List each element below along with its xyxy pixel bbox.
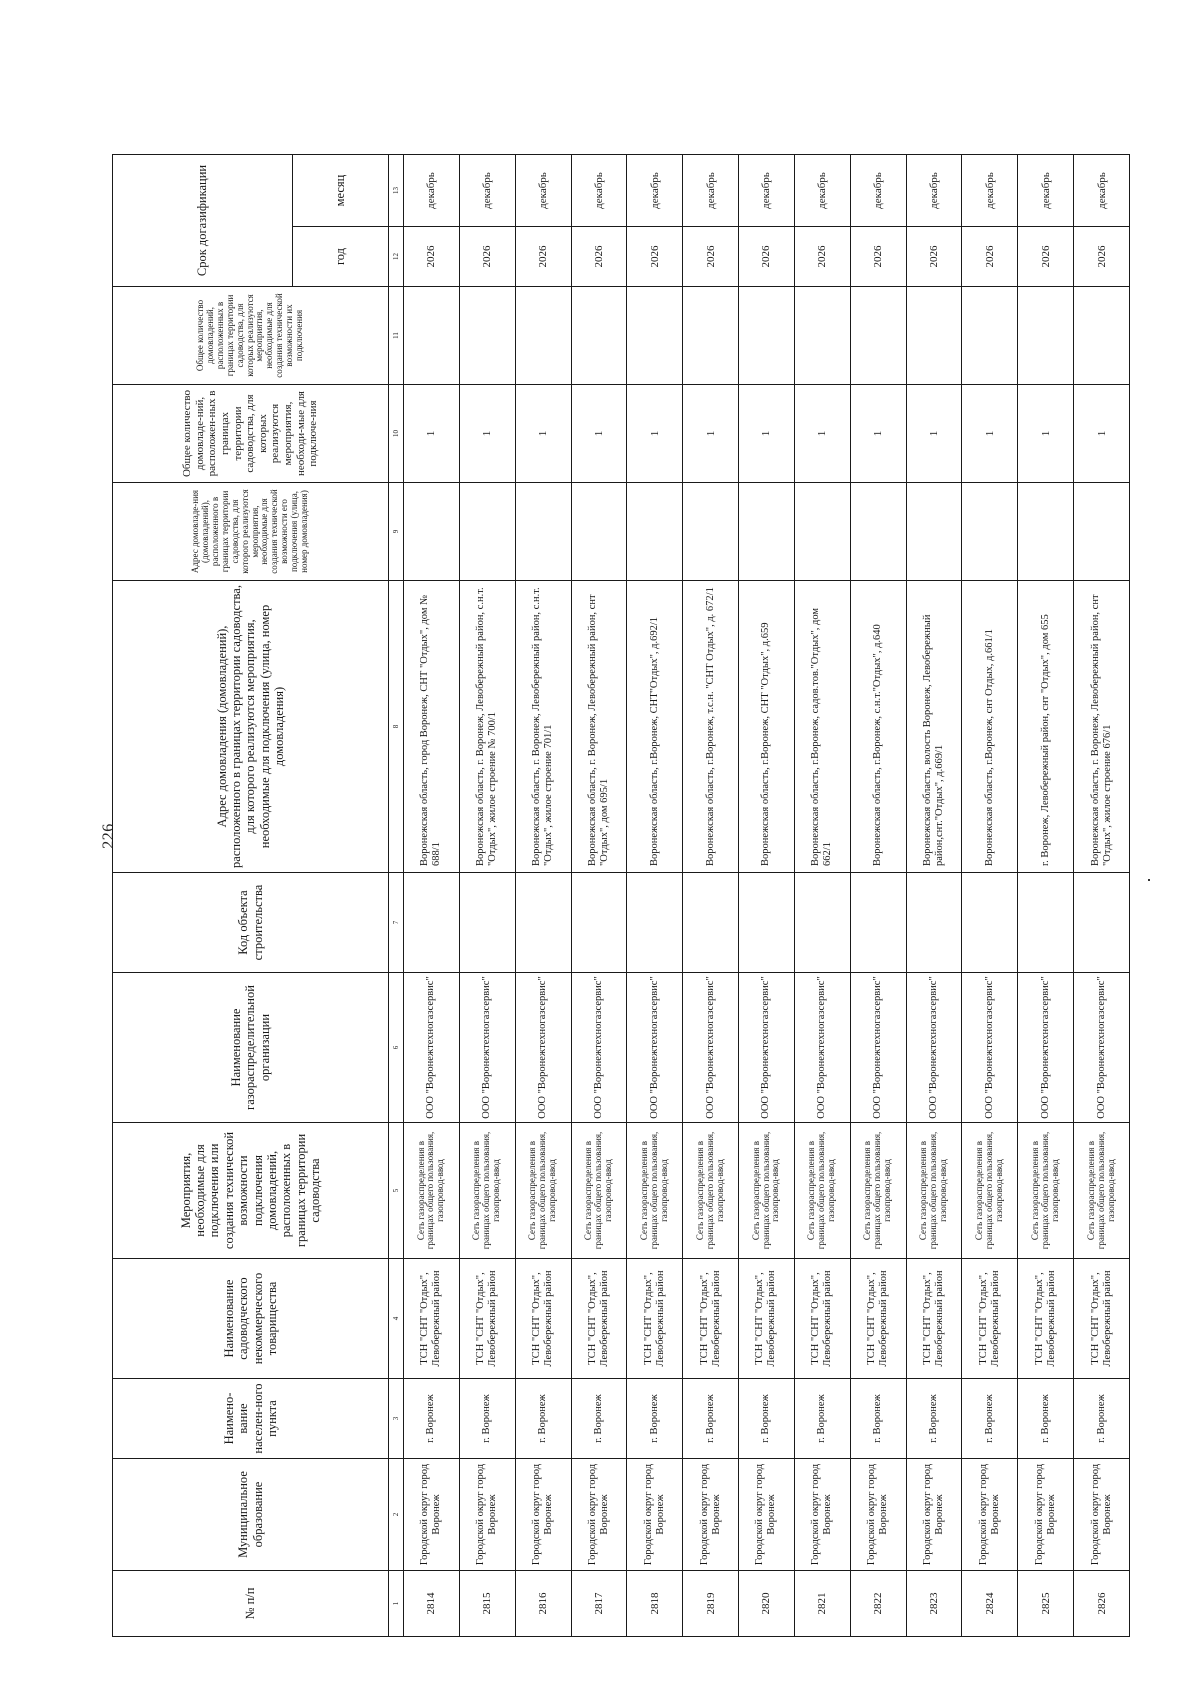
municipality-cell: Городской округ город Воронеж (850, 1459, 906, 1571)
table-row (1018, 155, 1074, 1637)
partnership-cell: ТСН "СНТ "Отдых", Левобережный район (1018, 1259, 1074, 1379)
header-activities: Мероприятия, необходимые для подключения или создания технической возможности подключения домовладений, расположенных в границах территории садоводства (113, 1123, 389, 1259)
partnership-cell: ТСН "СНТ "Отдых", Левобережный район (683, 1259, 739, 1379)
table-row (794, 155, 850, 1637)
municipality-cell: Городской округ город Воронеж (459, 1459, 515, 1571)
activity-cell: Сеть газораспределения в границах общего пользования, газопровод-ввод (1074, 1123, 1130, 1259)
object-code-cell (906, 873, 962, 973)
header-municipality: Муниципальное образование (113, 1459, 389, 1571)
header-year: год (293, 227, 389, 287)
count-cell: 1 (906, 385, 962, 483)
row-number-cell: 2825 (1018, 1571, 1074, 1637)
settlement-cell: г. Воронеж (459, 1379, 515, 1459)
gas-org-cell: ООО "Воронежтехногазсервис" (571, 973, 627, 1123)
municipality-cell: Городской округ город Воронеж (515, 1459, 571, 1571)
address-tech-cell (683, 483, 739, 581)
column-number: 5 (389, 1123, 404, 1259)
gas-org-cell: ООО "Воронежтехногазсервис" (627, 973, 683, 1123)
object-code-cell (962, 873, 1018, 973)
activity-cell: Сеть газораспределения в границах общего пользования, газопровод-ввод (962, 1123, 1018, 1259)
count-cell: 1 (404, 385, 460, 483)
address-tech-cell (515, 483, 571, 581)
settlement-cell: г. Воронеж (906, 1379, 962, 1459)
partnership-cell: ТСН "СНТ "Отдых", Левобережный район (515, 1259, 571, 1379)
column-number: 9 (389, 483, 404, 581)
header-partnership: Наименование садоводческого некоммерческого товарищества (113, 1259, 389, 1379)
settlement-cell: г. Воронеж (962, 1379, 1018, 1459)
activity-cell: Сеть газораспределения в границах общего пользования, газопровод-ввод (906, 1123, 962, 1259)
row-number-cell: 2826 (1074, 1571, 1130, 1637)
year-cell: 2026 (459, 227, 515, 287)
header-deadline: Срок догазификации (113, 155, 293, 287)
header-row (113, 155, 293, 1637)
address-tech-cell (459, 483, 515, 581)
address-tech-cell (739, 483, 795, 581)
address-cell: Воронежская область, г.Воронеж, садов.тов."Отдых", дом 662/1 (794, 581, 850, 873)
year-cell: 2026 (962, 227, 1018, 287)
count-tech-cell (739, 287, 795, 385)
month-cell: декабрь (739, 155, 795, 227)
column-number: 8 (389, 581, 404, 873)
column-number: 1 (389, 1571, 404, 1637)
partnership-cell: ТСН "СНТ "Отдых", Левобережный район (459, 1259, 515, 1379)
address-tech-cell (1074, 483, 1130, 581)
address-cell: Воронежская область, г. Воронеж, Левобережный район, с.н.т. "Отдых", жилое строение № 700/1 (459, 581, 515, 873)
address-tech-cell (627, 483, 683, 581)
header-num: № п/п (113, 1571, 389, 1637)
object-code-cell (571, 873, 627, 973)
object-code-cell (794, 873, 850, 973)
row-number-cell: 2817 (571, 1571, 627, 1637)
object-code-cell (850, 873, 906, 973)
row-number-cell: 2821 (794, 1571, 850, 1637)
count-cell: 1 (1074, 385, 1130, 483)
settlement-cell: г. Воронеж (627, 1379, 683, 1459)
count-tech-cell (850, 287, 906, 385)
row-number-cell: 2819 (683, 1571, 739, 1637)
count-cell: 1 (850, 385, 906, 483)
activity-cell: Сеть газораспределения в границах общего пользования, газопровод-ввод (459, 1123, 515, 1259)
month-cell: декабрь (1018, 155, 1074, 227)
activity-cell: Сеть газораспределения в границах общего пользования, газопровод-ввод (515, 1123, 571, 1259)
table-row (683, 155, 739, 1637)
partnership-cell: ТСН "СНТ "Отдых", Левобережный район (739, 1259, 795, 1379)
table-row (962, 155, 1018, 1637)
partnership-cell: ТСН "СНТ "Отдых", Левобережный район (627, 1259, 683, 1379)
count-cell: 1 (571, 385, 627, 483)
municipality-cell: Городской округ город Воронеж (571, 1459, 627, 1571)
header-total-count: Общее количество домовладе-ний, расположен-ных в границах территории садоводства, для которых реализуются мероприятия, необходи-мые для подключе-ния (113, 385, 389, 483)
activity-cell: Сеть газораспределения в границах общего пользования, газопровод-ввод (627, 1123, 683, 1259)
header-address-tech: Адрес домовладе-ния (домовладений), расположенного в границах территории садоводства, для которого реализуются мероприятия, необходимые для создания технической возможности его подключения (улица, номер домовладения) (113, 483, 389, 581)
row-number-cell: 2823 (906, 1571, 962, 1637)
year-cell: 2026 (1018, 227, 1074, 287)
header-address: Адрес домовладения (домовладений), расположенного в границах территории садоводства, для которого реализуются мероприятия, необходимые для подключения (улица, номер домовладения) (113, 581, 389, 873)
object-code-cell (515, 873, 571, 973)
year-cell: 2026 (906, 227, 962, 287)
gas-org-cell: ООО "Воронежтехногазсервис" (1018, 973, 1074, 1123)
gas-org-cell: ООО "Воронежтехногазсервис" (739, 973, 795, 1123)
settlement-cell: г. Воронеж (1074, 1379, 1130, 1459)
partnership-cell: ТСН "СНТ "Отдых", Левобережный район (794, 1259, 850, 1379)
count-tech-cell (962, 287, 1018, 385)
partnership-cell: ТСН "СНТ "Отдых", Левобережный район (571, 1259, 627, 1379)
count-cell: 1 (459, 385, 515, 483)
address-tech-cell (571, 483, 627, 581)
address-cell: Воронежская область, город Воронеж, СНТ "Отдых", дом № 688/1 (404, 581, 460, 873)
count-tech-cell (515, 287, 571, 385)
page-number: 226 (100, 823, 117, 849)
address-tech-cell (962, 483, 1018, 581)
gasification-table (112, 154, 1130, 1637)
count-cell: 1 (794, 385, 850, 483)
object-code-cell (627, 873, 683, 973)
municipality-cell: Городской округ город Воронеж (906, 1459, 962, 1571)
count-tech-cell (459, 287, 515, 385)
month-cell: декабрь (850, 155, 906, 227)
count-cell: 1 (627, 385, 683, 483)
address-tech-cell (404, 483, 460, 581)
column-number: 10 (389, 385, 404, 483)
column-number: 13 (389, 155, 404, 227)
header-month: месяц (293, 155, 389, 227)
gas-org-cell: ООО "Воронежтехногазсервис" (794, 973, 850, 1123)
table-row (1074, 155, 1130, 1637)
count-cell: 1 (962, 385, 1018, 483)
column-number: 4 (389, 1259, 404, 1379)
row-number-cell: 2820 (739, 1571, 795, 1637)
object-code-cell (683, 873, 739, 973)
column-number: 7 (389, 873, 404, 973)
column-number: 11 (389, 287, 404, 385)
activity-cell: Сеть газораспределения в границах общего пользования, газопровод-ввод (571, 1123, 627, 1259)
column-number: 3 (389, 1379, 404, 1459)
year-cell: 2026 (794, 227, 850, 287)
activity-cell: Сеть газораспределения в границах общего пользования, газопровод-ввод (1018, 1123, 1074, 1259)
activity-cell: Сеть газораспределения в границах общего пользования, газопровод-ввод (404, 1123, 460, 1259)
municipality-cell: Городской округ город Воронеж (739, 1459, 795, 1571)
activity-cell: Сеть газораспределения в границах общего пользования, газопровод-ввод (794, 1123, 850, 1259)
column-number: 12 (389, 227, 404, 287)
address-cell: Воронежская область, г. Воронеж, Левобережный район, снт "Отдых", жилое строение 676/1 (1074, 581, 1130, 873)
address-cell: Воронежская область, волость Воронеж, Левобережный район,снт."Отдых", д.669/1 (906, 581, 962, 873)
table-row (515, 155, 571, 1637)
settlement-cell: г. Воронеж (794, 1379, 850, 1459)
settlement-cell: г. Воронеж (850, 1379, 906, 1459)
object-code-cell (1018, 873, 1074, 973)
header-object-code: Код объекта строительства (113, 873, 389, 973)
address-cell: Воронежская область, г.Воронеж, снт Отдых, д.661/1 (962, 581, 1018, 873)
year-cell: 2026 (571, 227, 627, 287)
municipality-cell: Городской округ город Воронеж (404, 1459, 460, 1571)
month-cell: декабрь (794, 155, 850, 227)
count-cell: 1 (739, 385, 795, 483)
address-tech-cell (906, 483, 962, 581)
month-cell: декабрь (571, 155, 627, 227)
year-cell: 2026 (1074, 227, 1130, 287)
month-cell: декабрь (683, 155, 739, 227)
column-number: 2 (389, 1459, 404, 1571)
month-cell: декабрь (515, 155, 571, 227)
settlement-cell: г. Воронеж (1018, 1379, 1074, 1459)
address-cell: Воронежская область, г. Воронеж, Левобережный район, снт "Отдых", дом 695/1 (571, 581, 627, 873)
row-number-cell: 2818 (627, 1571, 683, 1637)
row-number-cell: 2814 (404, 1571, 460, 1637)
count-tech-cell (571, 287, 627, 385)
municipality-cell: Городской округ город Воронеж (794, 1459, 850, 1571)
address-cell: Воронежская область, г.Воронеж, т.с.н. "СНТ Отдых", д. 672/1 (683, 581, 739, 873)
month-cell: декабрь (906, 155, 962, 227)
count-tech-cell (906, 287, 962, 385)
address-tech-cell (1018, 483, 1074, 581)
partnership-cell: ТСН "СНТ "Отдых", Левобережный район (1074, 1259, 1130, 1379)
gas-org-cell: ООО "Воронежтехногазсервис" (1074, 973, 1130, 1123)
month-cell: декабрь (404, 155, 460, 227)
count-cell: 1 (1018, 385, 1074, 483)
count-tech-cell (404, 287, 460, 385)
count-tech-cell (627, 287, 683, 385)
partnership-cell: ТСН "СНТ "Отдых", Левобережный район (850, 1259, 906, 1379)
gas-org-cell: ООО "Воронежтехногазсервис" (515, 973, 571, 1123)
table-row (627, 155, 683, 1637)
row-number-cell: 2824 (962, 1571, 1018, 1637)
address-cell: Воронежская область, г.Воронеж, с.н.т."Отдых", д.640 (850, 581, 906, 873)
count-tech-cell (1018, 287, 1074, 385)
row-number-cell: 2816 (515, 1571, 571, 1637)
object-code-cell (1074, 873, 1130, 973)
partnership-cell: ТСН "СНТ "Отдых", Левобережный район (906, 1259, 962, 1379)
gas-org-cell: ООО "Воронежтехногазсервис" (404, 973, 460, 1123)
month-cell: декабрь (459, 155, 515, 227)
municipality-cell: Городской округ город Воронеж (962, 1459, 1018, 1571)
settlement-cell: г. Воронеж (739, 1379, 795, 1459)
object-code-cell (404, 873, 460, 973)
month-cell: декабрь (1074, 155, 1130, 227)
object-code-cell (739, 873, 795, 973)
header-gas-org: Наименование газораспределительной организации (113, 973, 389, 1123)
gas-org-cell: ООО "Воронежтехногазсервис" (683, 973, 739, 1123)
gas-org-cell: ООО "Воронежтехногазсервис" (962, 973, 1018, 1123)
address-cell: Воронежская область, г.Воронеж, СНТ"Отдых", д.692/1 (627, 581, 683, 873)
settlement-cell: г. Воронеж (404, 1379, 460, 1459)
settlement-cell: г. Воронеж (571, 1379, 627, 1459)
scan-dot (1148, 879, 1150, 881)
gas-org-cell: ООО "Воронежтехногазсервис" (459, 973, 515, 1123)
gas-org-cell: ООО "Воронежтехногазсервис" (906, 973, 962, 1123)
count-cell: 1 (683, 385, 739, 483)
table-row (739, 155, 795, 1637)
count-tech-cell (683, 287, 739, 385)
object-code-cell (459, 873, 515, 973)
column-number-row (389, 155, 404, 1637)
table-row (906, 155, 962, 1637)
table-row (404, 155, 460, 1637)
year-cell: 2026 (404, 227, 460, 287)
activity-cell: Сеть газораспределения в границах общего пользования, газопровод-ввод (850, 1123, 906, 1259)
header-settlement: Наимено-вание населен-ного пункта (113, 1379, 389, 1459)
activity-cell: Сеть газораспределения в границах общего пользования, газопровод-ввод (683, 1123, 739, 1259)
year-cell: 2026 (739, 227, 795, 287)
municipality-cell: Городской округ город Воронеж (683, 1459, 739, 1571)
row-number-cell: 2822 (850, 1571, 906, 1637)
settlement-cell: г. Воронеж (515, 1379, 571, 1459)
address-cell: Воронежская область, г. Воронеж, Левобережный район, с.н.т. "Отдых", жилое строение 701/1 (515, 581, 571, 873)
table-row (459, 155, 515, 1637)
year-cell: 2026 (627, 227, 683, 287)
year-cell: 2026 (683, 227, 739, 287)
table-body (404, 155, 1130, 1637)
municipality-cell: Городской округ город Воронеж (627, 1459, 683, 1571)
settlement-cell: г. Воронеж (683, 1379, 739, 1459)
address-cell: Воронежская область, г.Воронеж, СНТ "Отдых", д.659 (739, 581, 795, 873)
count-tech-cell (1074, 287, 1130, 385)
month-cell: декабрь (627, 155, 683, 227)
year-cell: 2026 (515, 227, 571, 287)
table-row (571, 155, 627, 1637)
municipality-cell: Городской округ город Воронеж (1074, 1459, 1130, 1571)
activity-cell: Сеть газораспределения в границах общего пользования, газопровод-ввод (739, 1123, 795, 1259)
month-cell: декабрь (962, 155, 1018, 227)
address-tech-cell (850, 483, 906, 581)
partnership-cell: ТСН "СНТ "Отдых", Левобережный район (962, 1259, 1018, 1379)
municipality-cell: Городской округ город Воронеж (1018, 1459, 1074, 1571)
gas-org-cell: ООО "Воронежтехногазсервис" (850, 973, 906, 1123)
table-row (850, 155, 906, 1637)
partnership-cell: ТСН "СНТ "Отдых", Левобережный район (404, 1259, 460, 1379)
column-number: 6 (389, 973, 404, 1123)
header-total-count-tech: Общее количество домовладений, расположенных в границах территории садоводства, для которых реализуются мероприятия, необходимые для создания технической возможности их подключения (113, 287, 389, 385)
count-tech-cell (794, 287, 850, 385)
count-cell: 1 (515, 385, 571, 483)
year-cell: 2026 (850, 227, 906, 287)
address-cell: г. Воронеж, Левобережный район, снт "Отдых", дом 655 (1018, 581, 1074, 873)
row-number-cell: 2815 (459, 1571, 515, 1637)
address-tech-cell (794, 483, 850, 581)
